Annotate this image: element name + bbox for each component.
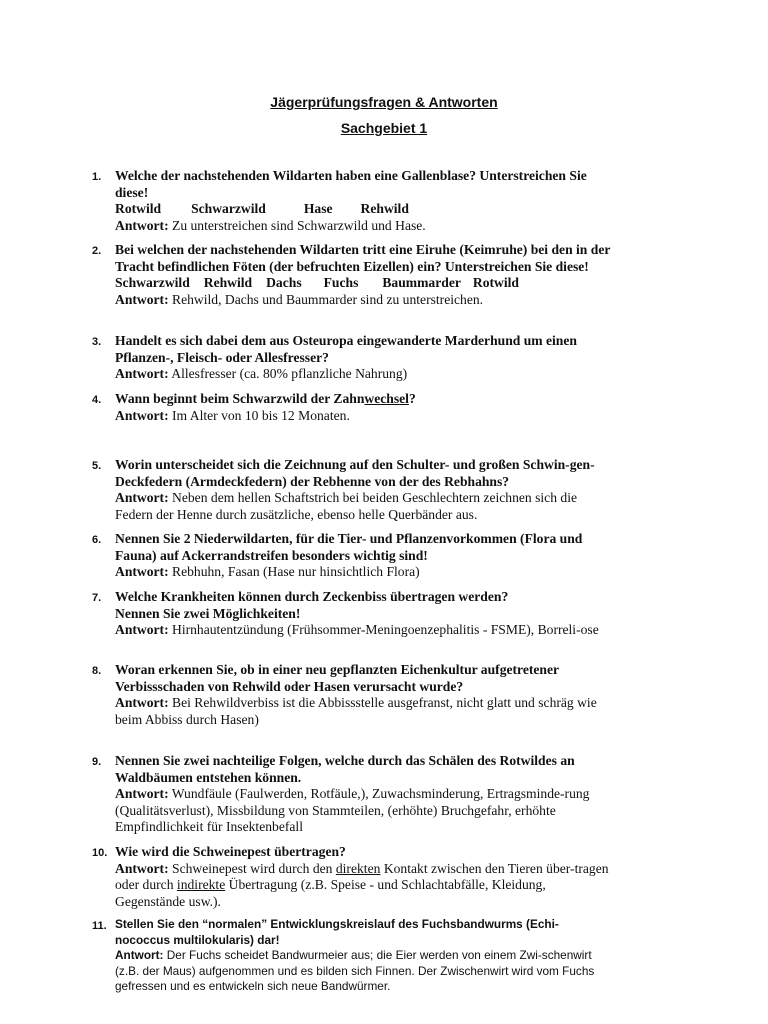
question-7 — [92, 589, 612, 639]
question-text: Woran erkennen Sie, ob in einer neu gepflanzten Eichenkultur aufgetretener Verbissschaden von Rehwild oder Hasen verursacht wurde? — [115, 662, 559, 694]
question-number: 1. — [92, 171, 102, 183]
question-number: 10. — [92, 847, 108, 859]
answer-text: Neben dem hellen Schaftstrich bei beiden Geschlechtern zeichnen sich die Federn der Henne durch zusätzliche, ebenso helle Querbänder aus. — [115, 490, 578, 522]
answer-label: Antwort: — [115, 366, 169, 381]
underlined-word: indirekte — [176, 877, 226, 892]
question-2 — [92, 242, 612, 308]
answer — [115, 564, 612, 581]
question-number: 11. — [92, 920, 107, 932]
species-list — [115, 201, 612, 218]
answer — [115, 786, 612, 836]
question-8 — [92, 662, 612, 728]
answer-text: Rebhuhn, Fasan (Hase nur hinsichtlich Flora) — [172, 564, 420, 579]
question-11 — [92, 917, 612, 995]
species-list — [115, 275, 612, 292]
question-text: Stellen Sie den “normalen” Entwicklungskreislauf des Fuchsbandwurms (Echi-nococcus multilokularis) dar! — [115, 917, 559, 947]
species-word: Fuchs — [323, 275, 359, 290]
answer-text: Im Alter von 10 bis 12 Monaten. — [172, 407, 350, 423]
question-number: 9. — [92, 756, 102, 768]
question-3 — [92, 333, 612, 383]
answer — [115, 622, 612, 639]
question-number: 4. — [92, 394, 102, 406]
answer-label: Antwort: — [115, 564, 169, 579]
underlined-word: wechsel — [364, 391, 409, 406]
answer-text: Rehwild, Dachs und Baummarder sind zu unterstreichen. — [172, 291, 484, 307]
species-word: Schwarzwild — [191, 201, 266, 216]
question-text — [115, 391, 612, 408]
answer-label: Antwort: — [115, 695, 169, 710]
question-number: 7. — [92, 592, 102, 604]
question-10 — [92, 844, 612, 910]
species-word: Dachs — [266, 275, 302, 290]
question-5 — [92, 457, 612, 523]
answer-text: Wundfäule (Faulwerden, Rotfäule,), Zuwachsminderung, Ertragsminde-rung (Qualitätsverlust), Missbildung von Stammteilen, (erhöhte) Bruchgefahr, erhöhte Empfindlichkeit für Insektenbefall — [115, 786, 590, 834]
question-6 — [92, 531, 612, 581]
species-word: Baummarder — [382, 275, 461, 290]
document-subtitle: Sachgebiet 1 — [340, 120, 428, 136]
answer-label: Antwort: — [115, 622, 169, 637]
species-word: Rehwild — [203, 275, 253, 290]
answer-label: Antwort: — [115, 860, 169, 876]
answer — [115, 948, 612, 995]
answer-label: Antwort: — [115, 490, 169, 505]
question-text: Welche Krankheiten können durch Zeckenbiss übertragen werden? — [115, 589, 509, 604]
answer-text: Kontakt zwischen den Tieren über-tragen oder durch — [115, 860, 609, 892]
question-text: Bei welchen der nachstehenden Wildarten tritt eine Eiruhe (Keimruhe) bei den in der Tracht befindlichen Föten (der befruchten Eizellen) ein? Unterstreichen Sie diese! — [115, 242, 611, 274]
answer — [115, 366, 612, 383]
species-word: Schwarzwild — [115, 275, 190, 290]
question-text: Handelt es sich dabei dem aus Osteuropa eingewanderte Marderhund um einen Pflanzen-, Fleisch- oder Allesfresser? — [115, 333, 577, 365]
question-number: 3. — [92, 336, 102, 348]
answer-label: Antwort: — [115, 948, 164, 962]
species-word: Rehwild — [360, 201, 409, 216]
species-word: Rotwild — [115, 201, 162, 216]
question-4 — [92, 391, 612, 424]
answer-text: Schweinepest wird durch den — [172, 860, 333, 876]
question-text: Worin unterscheidet sich die Zeichnung auf den Schulter- und großen Schwin-gen-Deckfedern (Armdeckfedern) der Rebhenne von der des Rebhahns? — [115, 457, 595, 489]
answer-text: Hirnhautentzündung (Frühsommer-Meningoenzephalitis - FSME), Borreli-ose — [172, 622, 599, 637]
question-text: Nennen Sie zwei nachteilige Folgen, welche durch das Schälen des Rotwildes an Waldbäumen entstehen können. — [115, 753, 575, 785]
answer-label: Antwort: — [115, 786, 169, 801]
question-text-part: ? — [408, 391, 416, 406]
question-9 — [92, 753, 612, 836]
species-word: Rotwild — [472, 275, 519, 290]
question-number: 5. — [92, 460, 102, 472]
underlined-word: direkten — [335, 860, 381, 876]
answer-text: Zu unterstreichen sind Schwarzwild und Hase. — [172, 217, 426, 233]
answer-text: Allesfresser (ca. 80% pflanzliche Nahrung) — [171, 366, 408, 381]
answer — [115, 695, 612, 728]
answer — [115, 861, 612, 911]
answer — [115, 490, 612, 523]
answer — [115, 292, 612, 309]
question-text: Welche der nachstehenden Wildarten haben eine Gallenblase? Unterstreichen Sie diese! — [115, 168, 587, 200]
answer-text: Der Fuchs scheidet Bandwurmeier aus; die Eier werden von einem Zwi-schenwirt (z.B. der Maus) aufgenommen und es bilden sich Finnen. Der Zwischenwirt wird vom Fuchs gefressen und es entwickeln sich neue Bandwürmer. — [115, 948, 595, 993]
document-title: Jägerprüfungsfragen & Antworten — [270, 94, 498, 110]
species-word: Hase — [303, 201, 333, 216]
answer — [115, 218, 612, 235]
answer-label: Antwort: — [115, 291, 169, 307]
answer — [115, 408, 612, 425]
answer-text: Bei Rehwildverbiss ist die Abbissstelle ausgefranst, nicht glatt und schräg wie beim Abbiss durch Hasen) — [115, 695, 597, 727]
question-number: 8. — [92, 665, 102, 677]
question-text: Nennen Sie zwei Möglichkeiten! — [115, 605, 301, 621]
question-text-part: Wann beginnt beim Schwarzwild der Zahn — [115, 391, 365, 406]
answer-label: Antwort: — [115, 217, 169, 233]
question-text: Nennen Sie 2 Niederwildarten, für die Tier- und Pflanzenvorkommen (Flora und Fauna) auf Ackerrandstreifen besonders wichtig sind! — [115, 531, 583, 563]
question-number: 2. — [92, 245, 102, 257]
question-text: Wie wird die Schweinepest übertragen? — [115, 844, 346, 859]
question-number: 6. — [92, 534, 102, 546]
answer-label: Antwort: — [115, 407, 169, 423]
answer-text: Übertragung (z.B. Speise - und Schlachtabfälle, Kleidung, Gegenstände usw.). — [115, 877, 546, 909]
question-1 — [92, 168, 612, 234]
